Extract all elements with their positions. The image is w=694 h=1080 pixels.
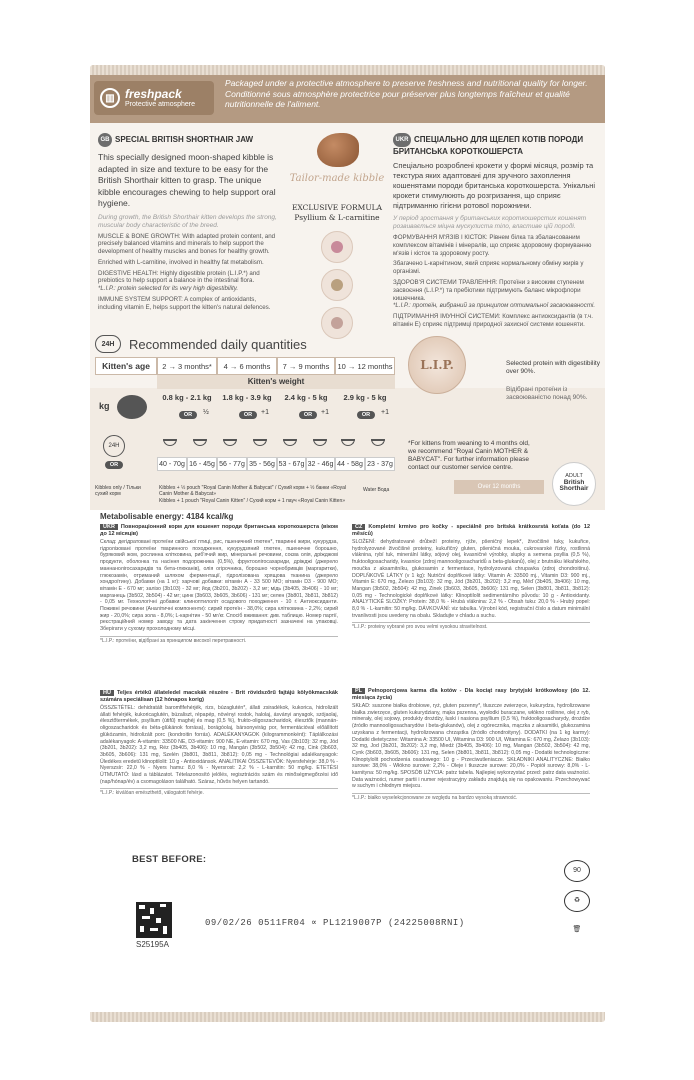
pl-footnote: *L.I.P.: białko wyselekcjonowane ze względu na bardzo wysoką strawność. — [352, 793, 590, 802]
age-col-2: 4 → 6 months — [217, 357, 277, 375]
bottom-crimp — [90, 1012, 605, 1022]
formula-sub: Psyllium & L-carnitine — [294, 213, 380, 222]
bowl-icon — [253, 439, 267, 446]
pl-composition — [352, 688, 590, 802]
gb-lead: This specially designed moon-shaped kibble is adapted in size and texture to be easy for the British Shorthair kitten to grasp. The unique kibble encourages chewing to help support oral hygiene. — [98, 152, 276, 208]
bowl-icon — [193, 439, 207, 446]
amount-5: 53 - 67g — [277, 457, 306, 471]
bowl-icon — [223, 439, 237, 446]
freshpack-icon: ▥ — [100, 88, 120, 108]
feeding-table-title: Recommended daily quantities — [129, 336, 307, 352]
weight-1: 0.8 kg - 2.1 kg — [162, 393, 212, 402]
amount-3: 56 - 77g — [217, 457, 247, 471]
feeding-table — [95, 333, 395, 509]
ukr-bullet-4: ПІДТРИМАННЯ ІМУННОЇ СИСТЕМИ: Комплекс антиоксидантів (в т.ч. вітамін Е) сприяє підтримці природної захисної системи кошеняти. — [393, 313, 593, 328]
plus-one-pouch-1: +1 — [261, 409, 269, 416]
over-12-months: Over 12 months — [454, 480, 544, 494]
cz-composition-body: SLOŽENÍ: dehydratované drůbeží proteiny, rýže, pšeničný lepek*, živočišné tuky, kukuřice, hydrolyzované živočišné proteiny, kukuřičný gluten, pšeničná mouka, cukrovarské řízky, rostlinná vláknina, rybí tuk, minerální látky, sójový olej, kvasničné výrobky, slupky a semena psyllia (0,5 %), fruktooligosacharidy, kvasnice (zdroj mannooligosacharidů a beta-glukanů), olej z brutnáku lékařského, moučka z aksamitníku, glukosamin z fermentace, hydrolyzovaná chrupavka (zdroj chondroitinu). DOPLŇKOVÉ LÁTKY (v 1 kg): Nutriční doplňkové látky: Vitamin A: 33500 mj., Vitamin D3: 900 mj., Vitamin E: 670 mg, Železo (3b103): 32 mg, Jód (3b201, 3b202): 3,2 mg, Měď (3b405, 3b406): 10 mg, Mangan (3b502, 3b504): 42 mg, Zinek (3b603, 3b605, 3b606): 131 mg, Selen (3b801, 3b811, 3b812): 0,05 mg - Technologické doplňkové látky: Klinoptilolit sedimentárního původu: 10 g - Antioxidanty. ANALYTICKÉ SLOŽKY: Protein: 38,0 % - Hrubá vláknina: 2,2 % - Obsah tuku: 20,0 % - Hrubý popel: 8,0 % - L-karnitin: 50 mg/kg. DÁVKOVÁNÍ: viz tabulka. Výrobní kód, registrační číslo a datum minimální trvanlivosti jsou uvedeny na obalu. Skladujte v chladu a suchu. — [352, 539, 590, 619]
gb-bullet-3: DIGESTIVE HEALTH: Highly digestible protein (L.I.P.*) and prebiotics to help support a balance in the intestinal flora. — [98, 269, 260, 285]
breed-label: British Shorthair — [559, 478, 589, 492]
muscle-icon — [321, 231, 353, 263]
lip-text-en: Selected protein with digestibility over 90%. — [506, 360, 600, 375]
legend-water: Water Вода — [363, 487, 390, 493]
gb-bullet-3-note: *L.I.P.: protein selected for its very high digestibility. — [98, 285, 239, 293]
gb-column — [98, 133, 280, 312]
pl-composition-heading: PL Pełnoporcjowa karma dla kotów - Dla kociąt rasy brytyjski krótkowłosy (do 12. miesiąca życia) — [352, 688, 590, 701]
ukr-bullet-1: ФОРМУВАННЯ М'ЯЗІВ І КІСТОК: Рівнем білка та збалансованим комплексом вітамінів і мінералів, що сприяє здоровому формуванню м'язів і кісток та здоровому росту. — [393, 234, 592, 257]
weight-4: 2.9 kg - 5 kg — [343, 393, 387, 402]
bowl-icon — [283, 439, 297, 446]
amount-8: 23 - 37g — [365, 457, 395, 471]
ukr-column — [393, 133, 599, 329]
bowl-icon — [313, 439, 327, 446]
or-chip-3: OR — [299, 411, 317, 419]
24h-icon: 24H — [95, 335, 121, 353]
gb-bullet-1: MUSCLE & BONE GROWTH: With adapted protein content, and precisely balanced vitamins and minerals to help support the development of healthy muscles and bones for healthy growth. — [98, 232, 276, 256]
weight-label: Kitten's weight — [157, 375, 395, 389]
recycling-icon: ♻ — [564, 890, 590, 912]
freshpack-logo — [94, 81, 214, 115]
freshpack-text — [225, 78, 590, 110]
or-chip: OR — [105, 461, 123, 469]
bowl-icon — [163, 439, 177, 446]
legend-one-pouch: Kibbles + 1 pouch "Royal Canin Kitten" / Сухий корм + 1 пауч «Royal Canin Kitten» — [159, 498, 346, 504]
amount-2: 16 - 45g — [187, 457, 217, 471]
adult-label: ADULT — [565, 473, 583, 479]
top-crimp — [90, 65, 605, 75]
ukr-composition-heading: UKR Повнораціонний корм для кошенят породи британська короткошерста (віком до 12 місяців) — [100, 524, 338, 537]
center-column — [283, 123, 391, 323]
british-shorthair-adult-logo — [552, 462, 596, 506]
bowl-icon — [341, 439, 355, 446]
ukr-footnote: *L.I.P.: протеїни, відібрані за принципом високої перетравності. — [100, 636, 338, 645]
datamatrix-code — [136, 902, 172, 938]
composition-panel — [90, 510, 605, 1012]
amount-6: 32 - 46g — [306, 457, 335, 471]
formula-title: EXCLUSIVE FORMULA — [291, 203, 383, 212]
ukr-bullet-3: ЗДОРОВ'Я СИСТЕМИ ТРАВЛЕННЯ: Протеїни з високим ступенем засвоєння (L.I.P.*) та пребіотики підтримують баланс мікрофлори кишечника. — [393, 278, 584, 302]
legend-kibbles-only: Kibbles only / Тільки сухий корм — [95, 485, 141, 497]
amount-4: 35 - 56g — [247, 457, 277, 471]
metabolisable-energy: Metabolisable energy: 4184 kcal/kg — [100, 512, 234, 521]
kg-cell — [95, 391, 157, 481]
gb-bullet-2: Enriched with L-carnitine, involved in healthy fat metabolism. — [98, 258, 264, 266]
sku-code: S25195A — [136, 940, 169, 949]
cz-composition-heading: CZ Kompletní krmivo pro kočky - speciálně pro britská krátkosrstá koťata (do 12 měsíců) — [352, 524, 590, 537]
plus-one-pouch-3: +1 — [381, 409, 389, 416]
gb-heading: GB SPECIAL BRITISH SHORTHAIR JAW — [98, 133, 280, 147]
batch-code: 09/02/26 0511FR04 ∝ PL1219007P (24225008RNI) — [205, 918, 465, 928]
ukr-lead: Спеціально розроблені крокети у формі місяця, розмір та текстура яких адаптовані для зручного захоплення кошенятами породи британська короткошерста. Унікальні крокети стимулюють до розгризання, що сприяє підтриманню гігієни ротової порожнини. — [393, 161, 596, 210]
tailor-made-label: Tailor-made kibble — [289, 173, 385, 184]
hu-composition-body: ÖSSZETÉTEL: dehidratált baromfifehérjék, rizs, búzaglutén*, állati zsiradékok, kukorica, hidrolizált állati fehérjék, kukoricaglutén, búzaliszt, répapép, növényi rostok, halolaj, ásványi anyagok, szójaolaj, élesztőtermékek, psyllium (útifű) maghéj és mag (0,5 %), frukto-oligoszacharidok, élesztők (mannán-oligoszacharidok és béta-glükánok forrása), borágóolaj, bársonyvirág por, fermentációval előállított glükózamin, hidrolizált porc (kondroitin forrás). ADALÉKANYAGOK (kilogrammonként): Táplálkozási adalékanyagok: A-vitamin: 33500 NE, D3-vitamin: 900 NE, E-vitamin: 670 mg, Vas (3b103): 32 mg, Jód (3b201, 3b202): 3,2 mg, Réz (3b405, 3b406): 10 mg, Mangán (3b502, 3b504): 42 mg, Cink (3b603, 3b605, 3b606): 131 mg, Szelén (3b801, 3b811, 3b812): 0,05 mg - Technológiai adalékanyagok: Üledékes eredetű klinoptilolit: 10 g - Antioxidánsok. ANALITIKAI ÖSSZETEVŐK: Nyersfehérje: 38,0 % - Nyerszsír: 22,0 % - Nyers hamu: 8,0 % - Nyersrost: 2,2 % - L-karnitin: 50 mg/kg. ETETÉSI ÚTMUTATÓ: lásd a táblázatot. Tételazonosító jelölés, regisztrációs szám és minőségmegőrzési idő (nap/hónap/év) a csomagoláson található. Száraz, hűvös helyen tartandó. — [100, 705, 338, 785]
hu-composition — [100, 690, 338, 797]
freshpack-band — [90, 75, 605, 123]
or-chip-4: OR — [357, 411, 375, 419]
weight-3: 2.4 kg - 5 kg — [284, 393, 328, 402]
age-label: Kitten's age — [95, 357, 157, 375]
best-before-label: BEST BEFORE: — [132, 854, 207, 865]
or-chip-1: OR — [179, 411, 197, 419]
lip-text-ua: Відібрані протеїни із засвоюваністю понад 90%. — [506, 386, 588, 401]
legend-half-pouch: Kibbles + ½ pouch "Royal Canin Mother & Babycat" / Сухий корм + ½ банки «Royal Canin Mother & Babycat» — [159, 485, 347, 497]
freshpack-text-fr: Conditionné sous atmosphère protectrice pour préserver plus longtemps fraîcheur et qualité nutritionnelle de l'aliment. — [225, 88, 570, 109]
exclusive-formula — [285, 203, 389, 223]
gb-code: GB — [98, 133, 112, 147]
ukr-italic: У період зростання у британських короткошерстих кошенят розвивається міцна мускулиста тіло, властиве цій породі. — [393, 215, 587, 230]
freshpack-text-en: Packaged under a protective atmosphere to preserve freshness and nutritional quality for longer. — [225, 78, 588, 88]
ukr-composition — [100, 524, 338, 645]
gb-italic: During growth, the British Shorthair kitten develops the strong, muscular body characteristic of the breed. — [98, 213, 277, 229]
24h-bowl-icon: 24H — [103, 435, 125, 457]
kg-label: kg — [99, 401, 110, 411]
half-pouch: ½ — [203, 409, 209, 416]
weaning-note: *For kittens from weaning to 4 months old, we recommend "Royal Canin MOTHER & BABYCAT". For further information please contact our customer service centre. — [408, 440, 530, 471]
gb-bullet-4: IMMUNE SYSTEM SUPPORT: A complex of antioxidants, including vitamin E, helps support the kitten's natural defences. — [98, 296, 271, 311]
plus-one-pouch-2: +1 — [321, 409, 329, 416]
feeding-legend — [95, 485, 395, 509]
lip-badge: L.I.P. — [408, 336, 466, 394]
digestive-icon — [321, 269, 353, 301]
age-col-3: 7 → 9 months — [277, 357, 335, 375]
feeding-table-header — [95, 333, 395, 355]
bowl-icon — [371, 439, 385, 446]
feeding-grid — [95, 391, 395, 481]
kibble-image — [317, 133, 359, 167]
pl-composition-body: SKŁAD: suszone białka drobiowe, ryż, gluten pszenny*, tłuszcze zwierzęce, kukurydza, hydrolizowane białka zwierzęce, gluten kukurydziany, mąka pszenna, wysłodki buraczane, włókno roślinne, olej z ryb, minerały, olej sojowy, produkty drożdży, łuski i nasiona psyllium (0,5 %), fruktooligosacharydy, drożdże (źródło mannooligosacharydów i beta-glukanów), olej z ogórecznika, mączka z aksamitki, glukozamina uzyskana z fermentacji, hydrolizowana chrząstka (źródło chondroityny). DODATKI (na 1 kg karmy): Dodatki dietetyczne: Witamina A: 33500 UI, Witamina D3: 900 UI, Witamina E: 670 mg, Żelazo (3b103): 32 mg, Jod (3b201, 3b202): 3,2 mg, Miedź (3b405, 3b406): 10 mg, Mangan (3b502, 3b504): 42 mg, Cynk (3b603, 3b605, 3b606): 131 mg, Selen (3b801, 3b811, 3b812): 0,05 mg - Dodatki technologiczne: Klinoptylolit pochodzenia osadowego: 10 g - Przeciwutleniacze. SKŁADNIKI ANALITYCZNE: Białko surowe: 38,0% - Włókno surowe: 2,2% - Oleje i tłuszcze surowe: 20,0% - Popiół surowy: 8,0% - L-karnityna: 50 mg/kg. SPOSÓB UŻYCIA: patrz tabela. Najlepiej wykorzystać przed: patrz data ważności. Data ważności, numer partii i numer rejestracyjny zakładu znajdują się na opakowaniu. Przechowywać w suchym i chłodnym miejscu. — [352, 703, 590, 790]
cz-composition — [352, 524, 590, 631]
ukr-bullet-2: Збагачено L-карнітином, який сприяє нормальному обміну жирів у організмі. — [393, 260, 584, 276]
age-col-4: 10 → 12 months — [335, 357, 395, 375]
recycle-90-icon: 90 — [564, 860, 590, 882]
age-row — [95, 357, 395, 375]
trash-bin-icon: 🗑 — [572, 926, 582, 933]
amount-7: 44 - 58g — [335, 457, 365, 471]
hu-footnote: *L.I.P.: kiválóan emészthető, válogatott fehérje. — [100, 788, 338, 797]
age-col-1: 2 → 3 months* — [157, 357, 217, 375]
lip-panel — [402, 330, 602, 510]
cz-footnote: *L.I.P.: proteiny vybrané pro svou velmi vysokou stravitelnost. — [352, 622, 590, 631]
ukr-bullet-3-note: *L.I.P.: протеїн, вибраний за принципом оптимальної засвоюваності. — [393, 302, 596, 310]
ukr-heading: UKR СПЕЦІАЛЬНО ДЛЯ ЩЕЛЕП КОТІВ ПОРОДИ БРИТАНСЬКА КОРОТКОШЕРСТА — [393, 133, 599, 156]
weight-2: 1.8 kg - 3.9 kg — [222, 393, 272, 402]
freshpack-subtitle: Protective atmosphere — [125, 100, 196, 108]
ukr-composition-body: Склад: дегідратовані протеїни свійської птиці, рис, пшеничний глютен*, тваринні жири, кукурудза, гідролізовані протеїни тваринного походження, кукурудзяний глютен, пшеничне борошно, буряковий жом, рослинна клітковина, риб'ячий жир, мінеральні речовини, соєва олія, дріжджові продукти, оболонка та насіння подорожника (0,5%), фруктоолігосахариди, дріжджі (джерело маннанолігосахаридів та бета-глюканів), олія огірочника, борошно чорнобривців (маргаритки), глюкозамін, отриманий шляхом ферментації, гідролізована хрящова тканина (джерело хондроїтину). Добавки (на 1 кг): харчові добавки: вітамін А - 33 500 МО; вітамін D3 - 900 МО; вітамін Е - 670 мг; залізо (3b103) - 32 мг; йод (3b201, 3b202) - 3,2 мг; мідь (3b405, 3b406) - 10 мг; марганець (3b502, 3b504) - 42 мг; цинк (3b603, 3b605, 3b606) - 131 мг; селен (3b801, 3b811, 3b812) - 0,05 мг. Технологічні добавки: клиноптилоліт осадового походження - 10 г. Антиоксиданти. Поживні речовини (Аналітичні компоненти): сирий протеїн - 38,0%; сира клітковина - 2,2%; сирий жир - 20,0%; сира зола - 8,0%; L-карнітин - 50 мг/кг. Спосіб вживання: див. таблицю. Номер партії, реєстраційний номер заводу та дата закінчення строку придатності зазначені на упаковці. Зберігати у сухому прохолодному місці. — [100, 539, 338, 633]
packaging-back — [90, 65, 605, 1022]
or-chip-2: OR — [239, 411, 257, 419]
ukr-code: UKR — [393, 133, 411, 147]
cat-scale-icon — [117, 395, 147, 419]
hu-composition-heading: HU Teljes értékű állateledel macskák részére - Brit rövidszőrű fajtájú kölyökmacskák számára speciálisan (12 hónapos korig) — [100, 690, 338, 703]
freshpack-title: freshpack — [125, 86, 182, 101]
amount-1: 40 - 70g — [157, 457, 187, 471]
